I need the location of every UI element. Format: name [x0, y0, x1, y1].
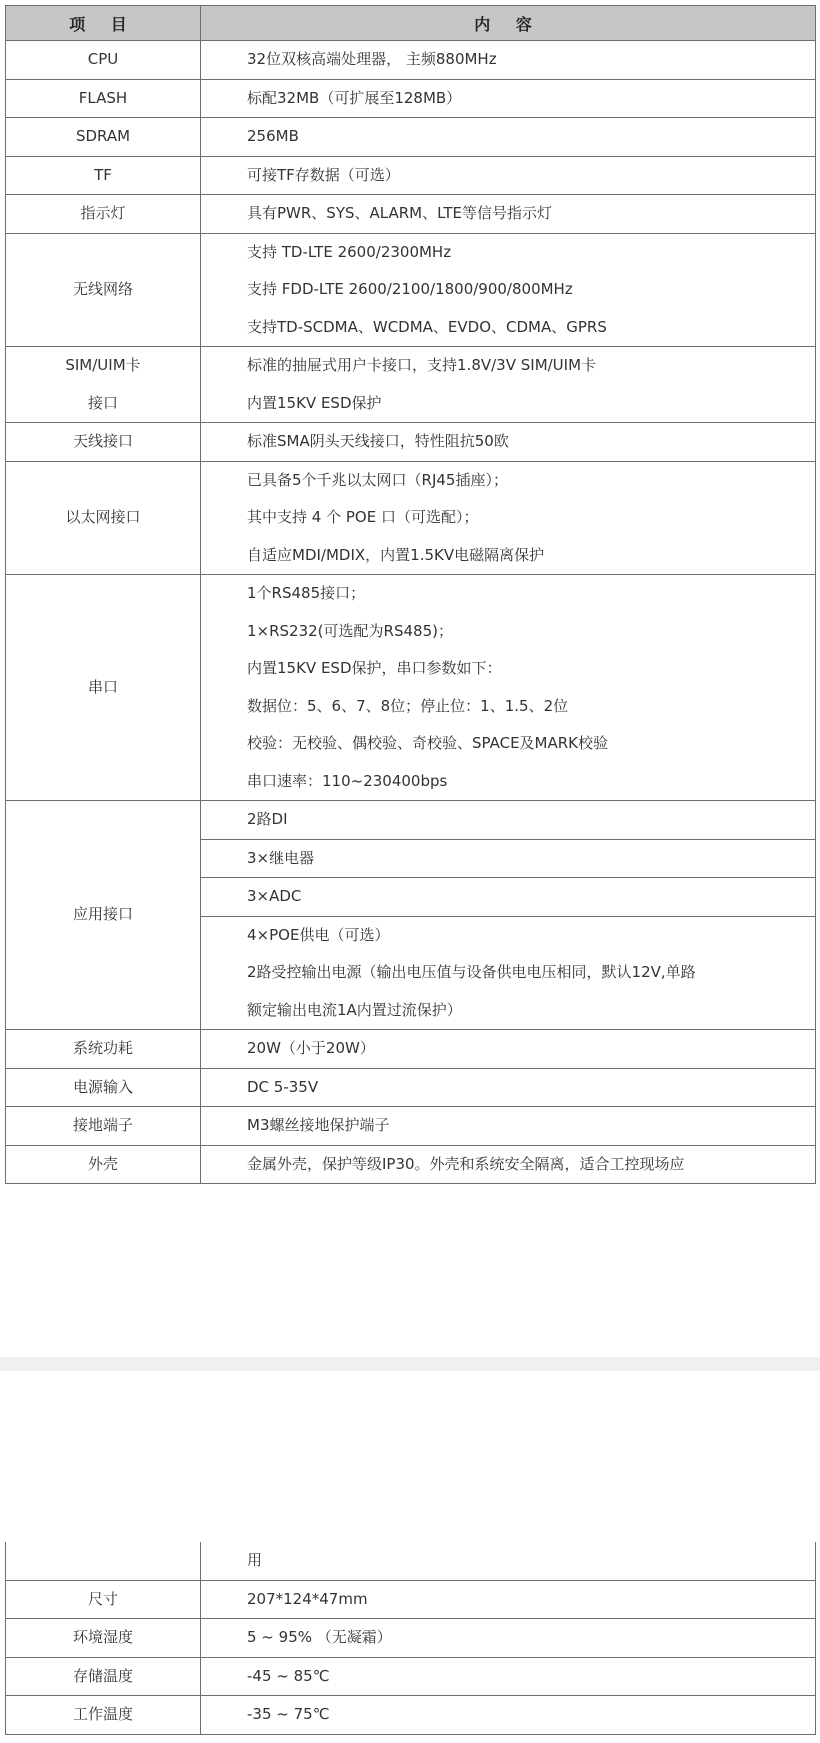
content-cell [201, 347, 816, 423]
item-cell [6, 423, 201, 462]
item-label: 以太网接口 [65, 508, 141, 526]
content-cell [201, 1068, 816, 1107]
item-cell [6, 1145, 201, 1184]
item-label: 环境湿度 [72, 1628, 133, 1646]
table-row [6, 575, 816, 801]
page-separator [0, 1357, 820, 1371]
content-line: 金属外壳，保护等级IP30。外壳和系统安全隔离，适合工控现场应 [247, 1154, 685, 1173]
item-cell [6, 233, 201, 347]
content-line: 2路受控输出电源（输出电压值与设备供电电压相同，默认12V,单路 [247, 963, 696, 981]
item-cell [6, 1068, 201, 1107]
content-line: 2路DI [247, 810, 288, 828]
item-cell [6, 1030, 201, 1069]
item-label: 外壳 [87, 1154, 118, 1173]
content-line: 3×ADC [247, 887, 302, 905]
item-cell [6, 1619, 201, 1658]
content-line: 256MB [247, 127, 299, 145]
content-line: 具有PWR、SYS、ALARM、LTE等信号指示灯 [247, 204, 553, 222]
item-label: TF [94, 165, 112, 184]
content-line: 数据位：5、6、7、8位；停止位：1、1.5、2位 [247, 696, 569, 715]
content-cell [201, 118, 816, 157]
item-cell [6, 41, 201, 80]
item-cell [6, 118, 201, 157]
item-label: SDRAM [75, 127, 131, 145]
content-line: 串口速率：110~230400bps [247, 771, 448, 790]
content-cell [201, 916, 816, 1030]
item-cell [6, 1696, 201, 1735]
content-cell [201, 839, 816, 878]
table-row [6, 1542, 816, 1580]
item-label [6, 1542, 200, 1580]
table-row [6, 423, 816, 462]
spec-table-body [6, 41, 816, 1184]
content-cell [201, 79, 816, 118]
item-cell [6, 575, 201, 801]
content-line: 20W（小于20W） [247, 1039, 375, 1057]
table-row [6, 1145, 816, 1184]
table-row [6, 118, 816, 157]
content-line: 可接TF存数据（可选） [247, 165, 400, 184]
content-cell [201, 1107, 816, 1146]
item-label: 无线网络 [72, 280, 133, 298]
content-line: M3螺丝接地保护端子 [247, 1116, 390, 1134]
content-cell [201, 423, 816, 462]
content-line: 1个RS485接口； [247, 584, 366, 602]
content-line: 内置15KV ESD保护 [247, 393, 382, 412]
content-cell [201, 801, 816, 840]
content-line: 标准SMA阴头天线接口，特性阻抗50欧 [247, 432, 509, 450]
table-row [6, 195, 816, 234]
content-cell [201, 1145, 816, 1184]
item-label: CPU [87, 50, 119, 68]
header-item: 项 目 [6, 6, 201, 41]
item-cell [6, 1657, 201, 1696]
content-cell [201, 195, 816, 234]
content-line: 支持 TD-LTE 2600/2300MHz [247, 242, 452, 261]
content-line: -35 ~ 75℃ [247, 1705, 330, 1723]
content-line: 支持TD-SCDMA、WCDMA、EVDO、CDMA、GPRS [247, 317, 607, 336]
item-cell [6, 156, 201, 195]
content-line: -45 ~ 85℃ [247, 1666, 330, 1685]
content-cell [201, 575, 816, 801]
content-cell [201, 233, 816, 347]
content-cell [201, 41, 816, 80]
table-row [6, 461, 816, 575]
content-line: 校验：无校验、偶校验、奇校验、SPACE及MARK校验 [247, 734, 609, 752]
item-label: 系统功耗 [72, 1039, 133, 1057]
item-cell [6, 79, 201, 118]
item-label: 工作温度 [72, 1705, 133, 1723]
item-cell [6, 347, 201, 423]
item-label: 天线接口 [72, 432, 133, 450]
content-cell [201, 878, 816, 917]
item-cell [6, 461, 201, 575]
table-row [6, 233, 816, 347]
item-label: 存储温度 [72, 1666, 133, 1685]
item-label: 接地端子 [72, 1116, 133, 1134]
item-cell [6, 195, 201, 234]
table-row [6, 79, 816, 118]
spec-table-continued [5, 1542, 816, 1735]
content-line: 207*124*47mm [247, 1589, 368, 1608]
item-label: 接口 [87, 393, 118, 412]
content-line: 额定输出电流1A内置过流保护） [247, 1000, 462, 1019]
item-label: 尺寸 [87, 1589, 118, 1608]
content-line: 4×POE供电（可选） [247, 925, 390, 944]
spec-table-continued-body [6, 1542, 816, 1734]
item-cell [6, 1580, 201, 1619]
item-label: SIM/UIM卡 [65, 356, 141, 374]
header-content: 内 容 [201, 6, 816, 41]
item-label: 指示灯 [80, 204, 126, 222]
content-cell [201, 461, 816, 575]
content-line: 支持 FDD-LTE 2600/2100/1800/900/800MHz [247, 280, 573, 298]
content-cell [201, 1696, 816, 1735]
content-line: 32位双核高端处理器， 主频880MHz [247, 50, 497, 68]
item-label: 串口 [87, 677, 118, 696]
content-line: 用 [247, 1551, 263, 1569]
table-row [6, 1068, 816, 1107]
item-label: 应用接口 [72, 905, 133, 924]
item-cell [6, 1107, 201, 1146]
content-line: 1×RS232(可选配为RS485)； [247, 621, 453, 640]
content-line: 其中支持 4 个 POE 口（可选配）； [247, 508, 479, 526]
spec-table [5, 5, 816, 1184]
table-row [6, 156, 816, 195]
content-cell [201, 1619, 816, 1658]
content-line: 内置15KV ESD保护，串口参数如下： [247, 659, 502, 677]
item-label: FLASH [78, 88, 128, 107]
table-row [6, 1580, 816, 1619]
content-line: 3×继电器 [247, 848, 315, 867]
table-row [6, 1657, 816, 1696]
content-cell [201, 1580, 816, 1619]
table-row [6, 1107, 816, 1146]
content-line: 标配32MB（可扩展至128MB） [247, 88, 462, 107]
table-row [6, 347, 816, 423]
table-row [6, 1030, 816, 1069]
content-cell [201, 1542, 816, 1580]
item-cell [6, 801, 201, 1030]
table-row [6, 41, 816, 80]
content-line: 5 ~ 95% （无凝霜） [247, 1628, 392, 1646]
table-row [6, 1696, 816, 1735]
item-label: 电源输入 [72, 1077, 133, 1096]
item-cell [6, 1542, 201, 1580]
content-line: 已具备5个千兆以太网口（RJ45插座）； [247, 470, 508, 489]
table-row [6, 801, 816, 840]
content-line: 标准的抽屉式用户卡接口，支持1.8V/3V SIM/UIM卡 [247, 356, 597, 374]
content-cell [201, 1657, 816, 1696]
content-cell [201, 156, 816, 195]
content-line: DC 5-35V [247, 1077, 319, 1096]
content-line: 自适应MDI/MDIX，内置1.5KV电磁隔离保护 [247, 545, 545, 564]
table-header-row [6, 6, 816, 41]
content-cell [201, 1030, 816, 1069]
table-row [6, 1619, 816, 1658]
